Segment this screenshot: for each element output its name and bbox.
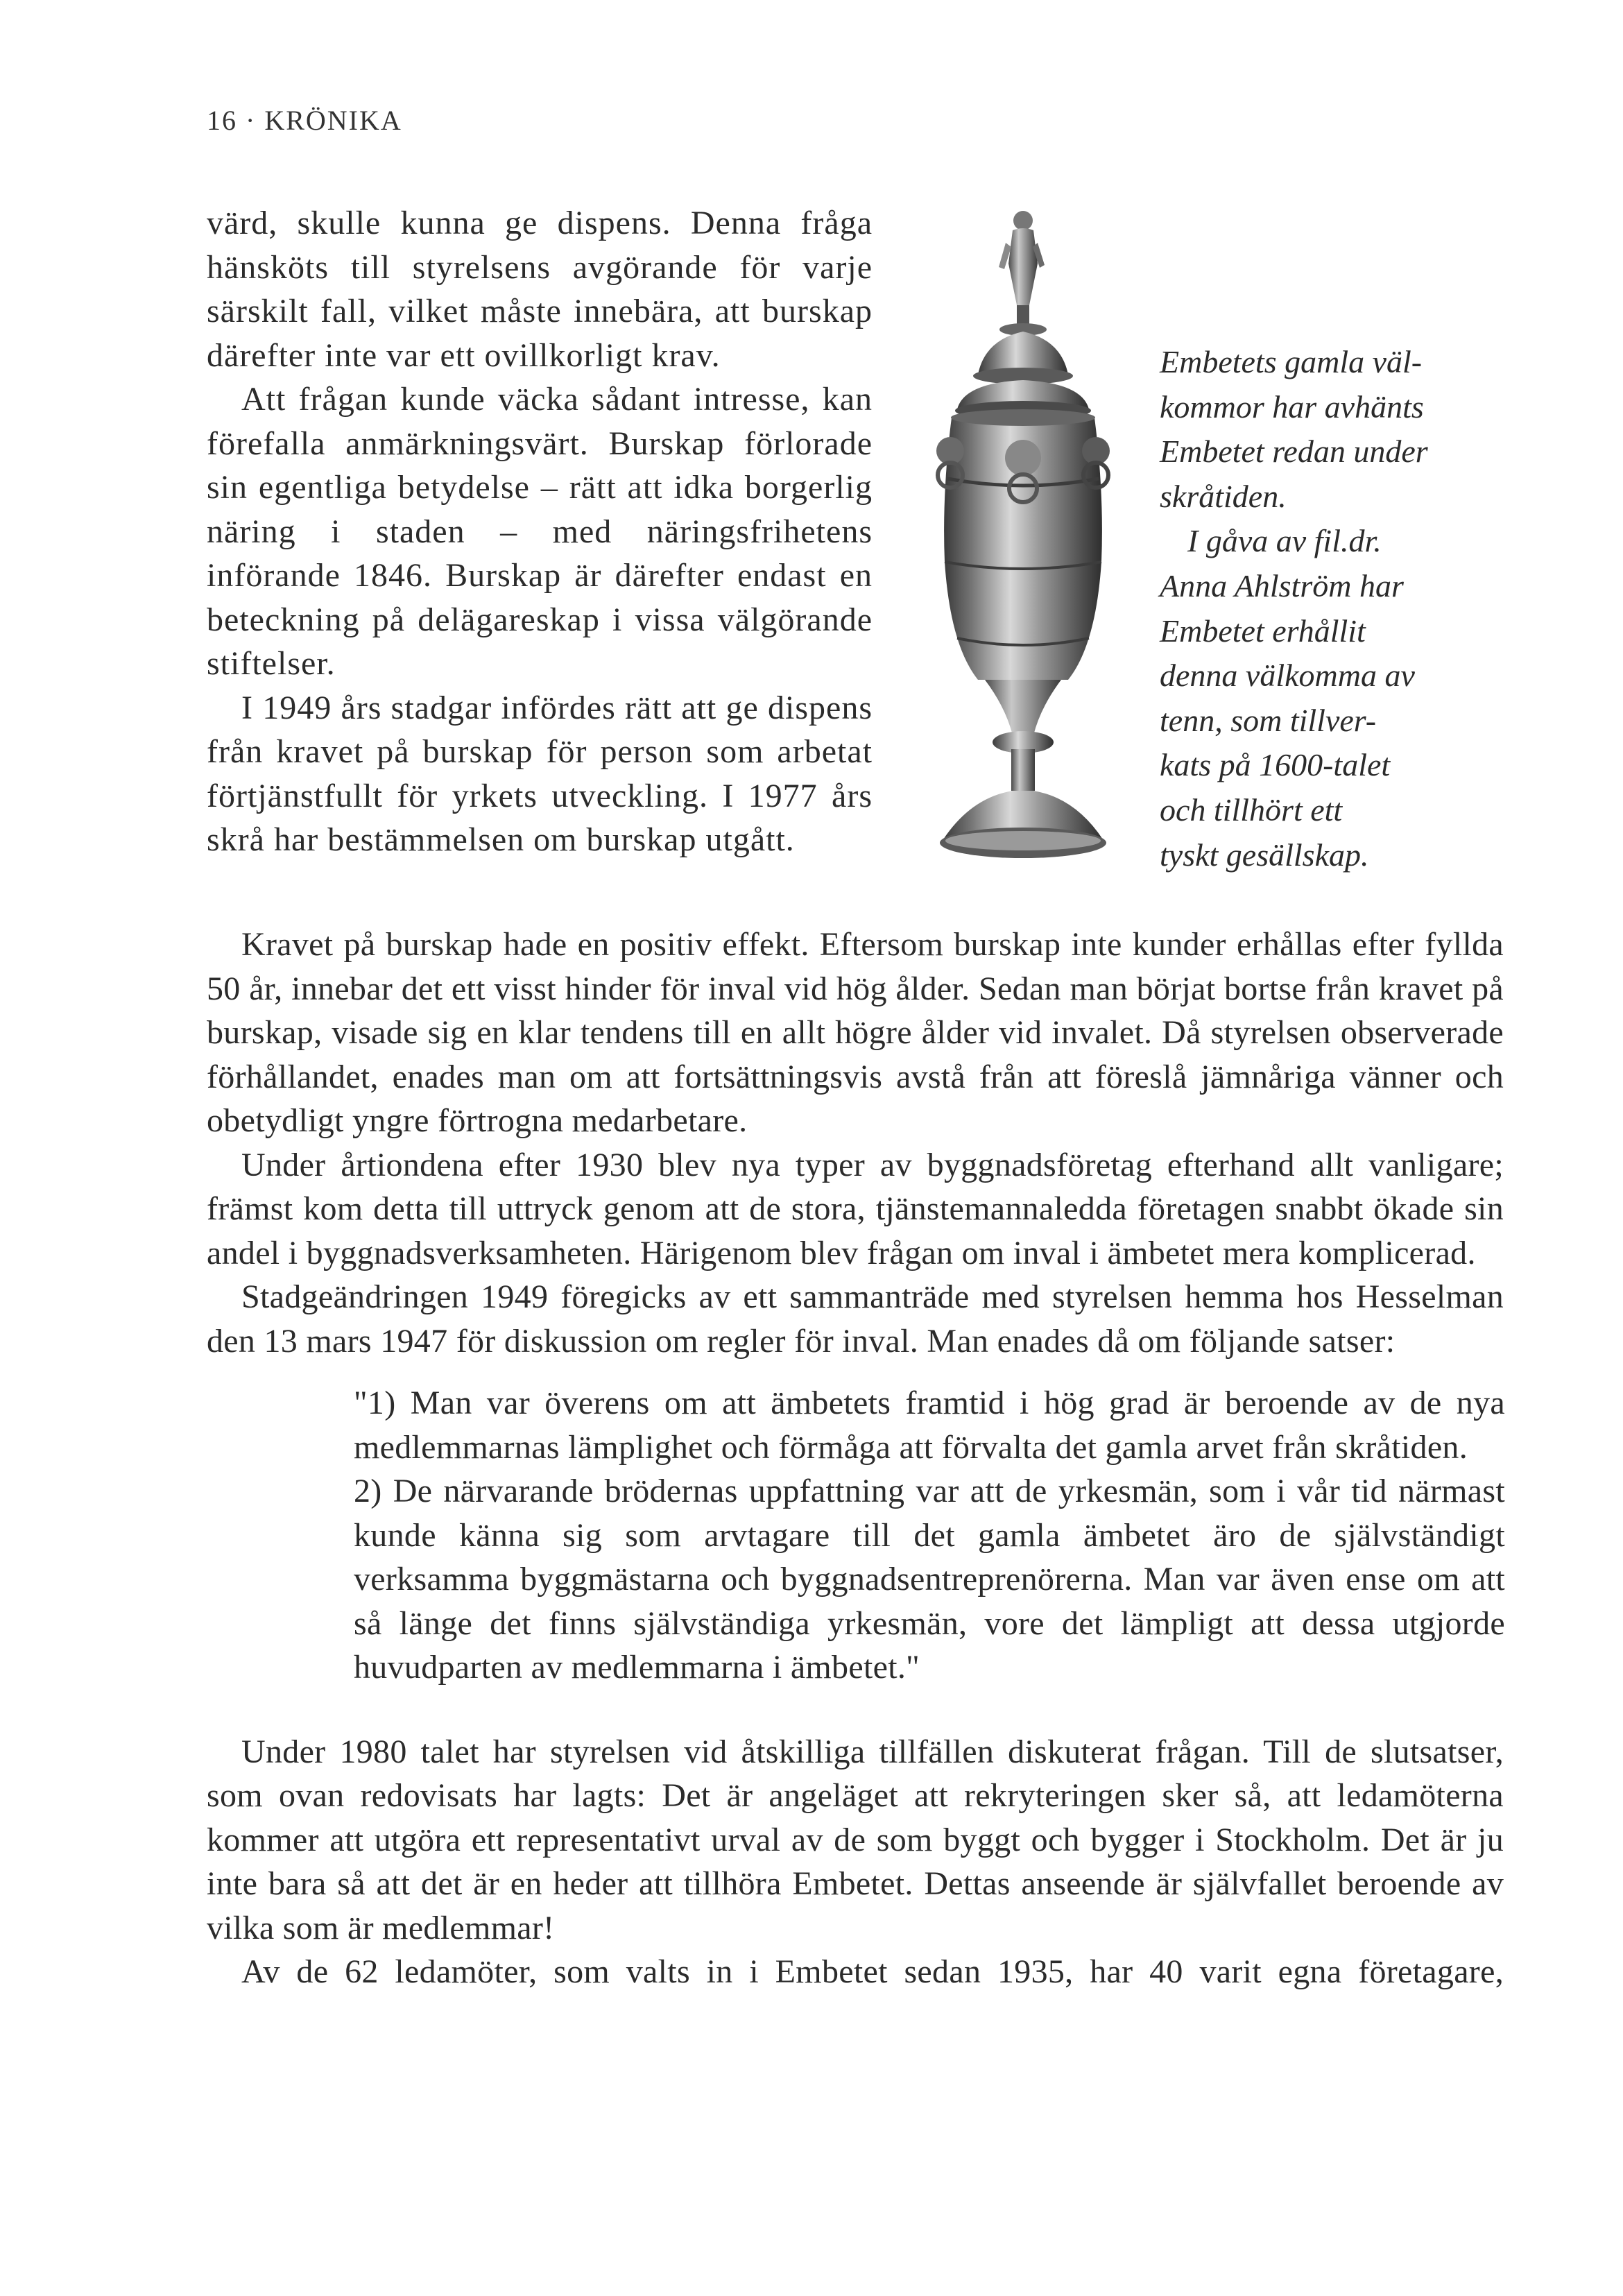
page-number: 16 <box>207 105 237 136</box>
caption-line: tyskt gesällskap. <box>1160 837 1369 873</box>
top-left-column <box>207 201 873 862</box>
quote-point-2: 2) De närvarande brödernas uppfattning var att de yrkesmän, som i vår tid närmast kunde känna sig som arvtagare till det gamla ämbetet äro de självständigt verksamma byggmästarna och byggnadsentreprenörerna. Man var även ense om att så länge det finns självständiga yrkesmän, vore det lämpligt att dessa utgjorde huvudparten av medlemmarna i ämbetet." <box>354 1473 1505 1686</box>
paragraph-ledamoter: Av de 62 ledamöter, som valts in i Embetet sedan 1935, har 40 varit egna företagare, <box>241 1953 1504 1990</box>
quote-point-1: "1) Man var överens om att ämbetets framtid i hög grad är beroende av de nya medlemmarnas lämplighet och förmåga att förvalta det gamla arvet från skråtiden. <box>354 1385 1505 1466</box>
caption-line: Embetets gamla väl- <box>1160 344 1423 379</box>
caption-line: Anna Ahlström har <box>1160 567 1404 603</box>
section-title: KRÖNIKA <box>264 105 402 136</box>
caption-line: och tillhört ett <box>1160 791 1343 828</box>
cup-lid <box>955 332 1091 420</box>
caption-line: Embetet redan under <box>1160 434 1428 470</box>
header-separator: · <box>246 105 257 136</box>
caption-line: skråtiden. <box>1160 478 1287 514</box>
figurine-finial <box>999 211 1047 336</box>
caption-line: tenn, som tillver- <box>1160 702 1377 738</box>
photo-caption <box>1160 340 1486 877</box>
cup-body <box>936 409 1110 680</box>
cup-foot <box>940 791 1106 858</box>
cup-stem <box>985 680 1061 791</box>
main-text <box>207 923 1504 1994</box>
welcome-cup-photo <box>902 201 1137 881</box>
paragraph-artiondena: Under årtiondena efter 1930 blev nya typer av byggnadsföretag efterhand allt vanligare; främst kom detta till uttryck genom att de stora, tjänstemannaledda företagen snabbt ökade sin andel i byggnadsverksamheten. Härigenom blev frågan om inval i ämbetet mera komplicerad. <box>207 1146 1504 1271</box>
paragraph-stadgar-1949: I 1949 års stadgar infördes rätt att ge dispens från kravet på burskap för person som arbetat förtjänstfullt för yrkets utveckling. I 1977 års skrå har bestämmelsen om burskap utgått. <box>207 689 873 858</box>
paragraph-burskap-history: Att frågan kunde väcka sådant intresse, kan förefalla anmärkningsvärt. Burskap förlorade sin egentliga betydelse – rätt att idka borgerlig näring i staden – med näringsfrihetens införande 1846. Burskap är därefter endast en beteckning på delägareskap i vissa välgörande stiftelser. <box>207 381 873 682</box>
block-quote <box>354 1381 1505 1690</box>
caption-line: denna välkomma av <box>1160 658 1415 694</box>
caption-line: kommor har avhänts <box>1160 388 1424 425</box>
caption-line: kats på 1600-talet <box>1160 747 1391 783</box>
paragraph-stadgeandringen: Stadgeändringen 1949 föregicks av ett sammanträde med styrelsen hemma hos Hesselman den 13 mars 1947 för diskussion om regler för inval. Man enades då om följande satser: <box>207 1278 1504 1360</box>
caption-line: I gåva av fil.dr. <box>1187 523 1382 559</box>
paragraph-1980-talet: Under 1980 talet har styrelsen vid åtskilliga tillfällen diskuterat frågan. Till de slutsatser, som ovan redovisats har lagts: Det är angeläget att rekryteringen sker så, att ledamöterna kommer att utgöra ett representativt urval av de som byggt och bygger i Stockholm. Det är ju inte bara så att det är en heder att tillhöra Embetet. Dettas anseende är självfallet beroende av vilka som är medlemmar! <box>207 1733 1504 1946</box>
caption-line: Embetet erhållit <box>1160 612 1366 649</box>
paragraph-kravet: Kravet på burskap hade en positiv effekt. Eftersom burskap inte kunder erhållas efter fyllda 50 år, innebar det ett visst hinder för inval vid hög ålder. Sedan man börjat bortse från kravet på burskap, visade sig en klar tendens till en allt högre ålder vid invalet. Då styrelsen observerade förhållandet, enades man om att fortsättningsvis avstå från att föreslå jämnåriga vänner och obetydligt yngre förtrogna medarbetare. <box>207 926 1504 1139</box>
running-header <box>207 104 402 137</box>
paragraph-dispens: värd, skulle kunna ge dispens. Denna fråga hänsköts till styrelsens avgörande för varje särskilt fall, vilket måste innebära, att burskap därefter inte var ett ovillkorligt krav. <box>207 205 873 374</box>
